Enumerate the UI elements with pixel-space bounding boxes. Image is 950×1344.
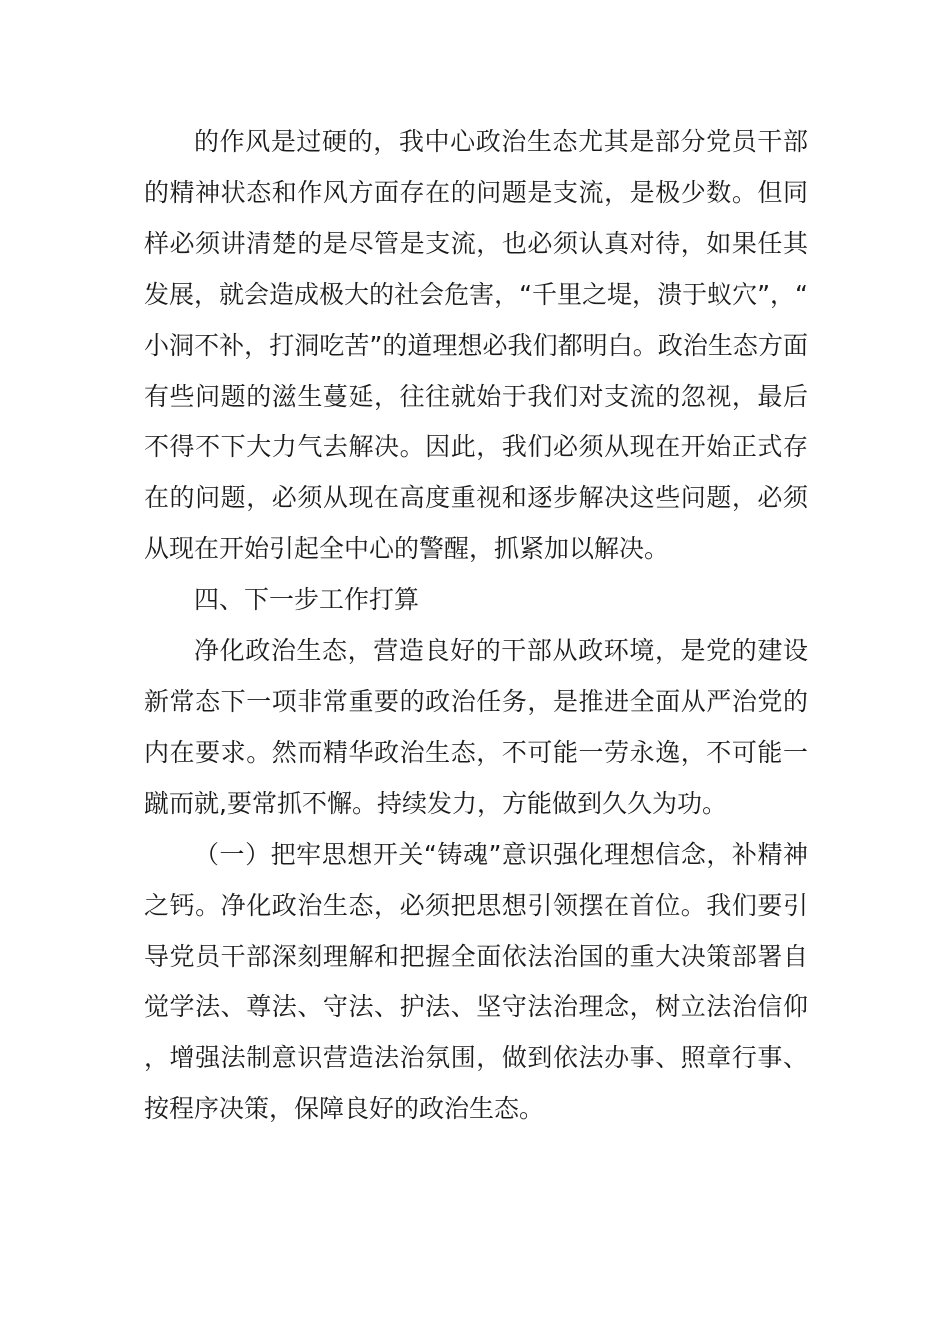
paragraph-3: （一）把牢思想开关“铸魂”意识强化理想信念，补精神之钙。净化政治生态，必须把思想引领摆在首位。我们要引导党员干部深刻理解和把握全面依法治国的重大决策部署自觉学法、尊法、守法、护法、坚守法治理念，树立法治信仰，增强法制意识营造法治氛围，做到依法办事、照章行事、按程序决策，保障良好的政治生态。 (144, 839, 808, 1124)
section-heading: 四、下一步工作打算 (194, 585, 420, 615)
paragraph-2: 净化政治生态，营造良好的干部从政环境，是党的建设新常态下一项非常重要的政治任务，是推进全面从严治党的内在要求。然而精华政治生态，不可能一劳永逸，不可能一蹴而就,要常抓不懈。持续发力，方能做到久久为功。 (144, 636, 808, 818)
document-body (144, 117, 808, 1135)
paragraph-1: 的作风是过硬的，我中心政治生态尤其是部分党员干部的精神状态和作风方面存在的问题是支流，是极少数。但同样必须讲清楚的是尽管是支流，也必须认真对待，如果任其发展，就会造成极大的社会危害，“千里之堤，溃于蚁穴”，“小洞不补，打洞吃苦”的道理想必我们都明白。政治生态方面有些问题的滋生蔓延，往往就始于我们对支流的忽视，最后不得不下大力气去解决。因此，我们必须从现在开始正式存在的问题，必须从现在高度重视和逐步解决这些问题，必须从现在开始引起全中心的警醒，抓紧加以解决。 (144, 127, 808, 564)
